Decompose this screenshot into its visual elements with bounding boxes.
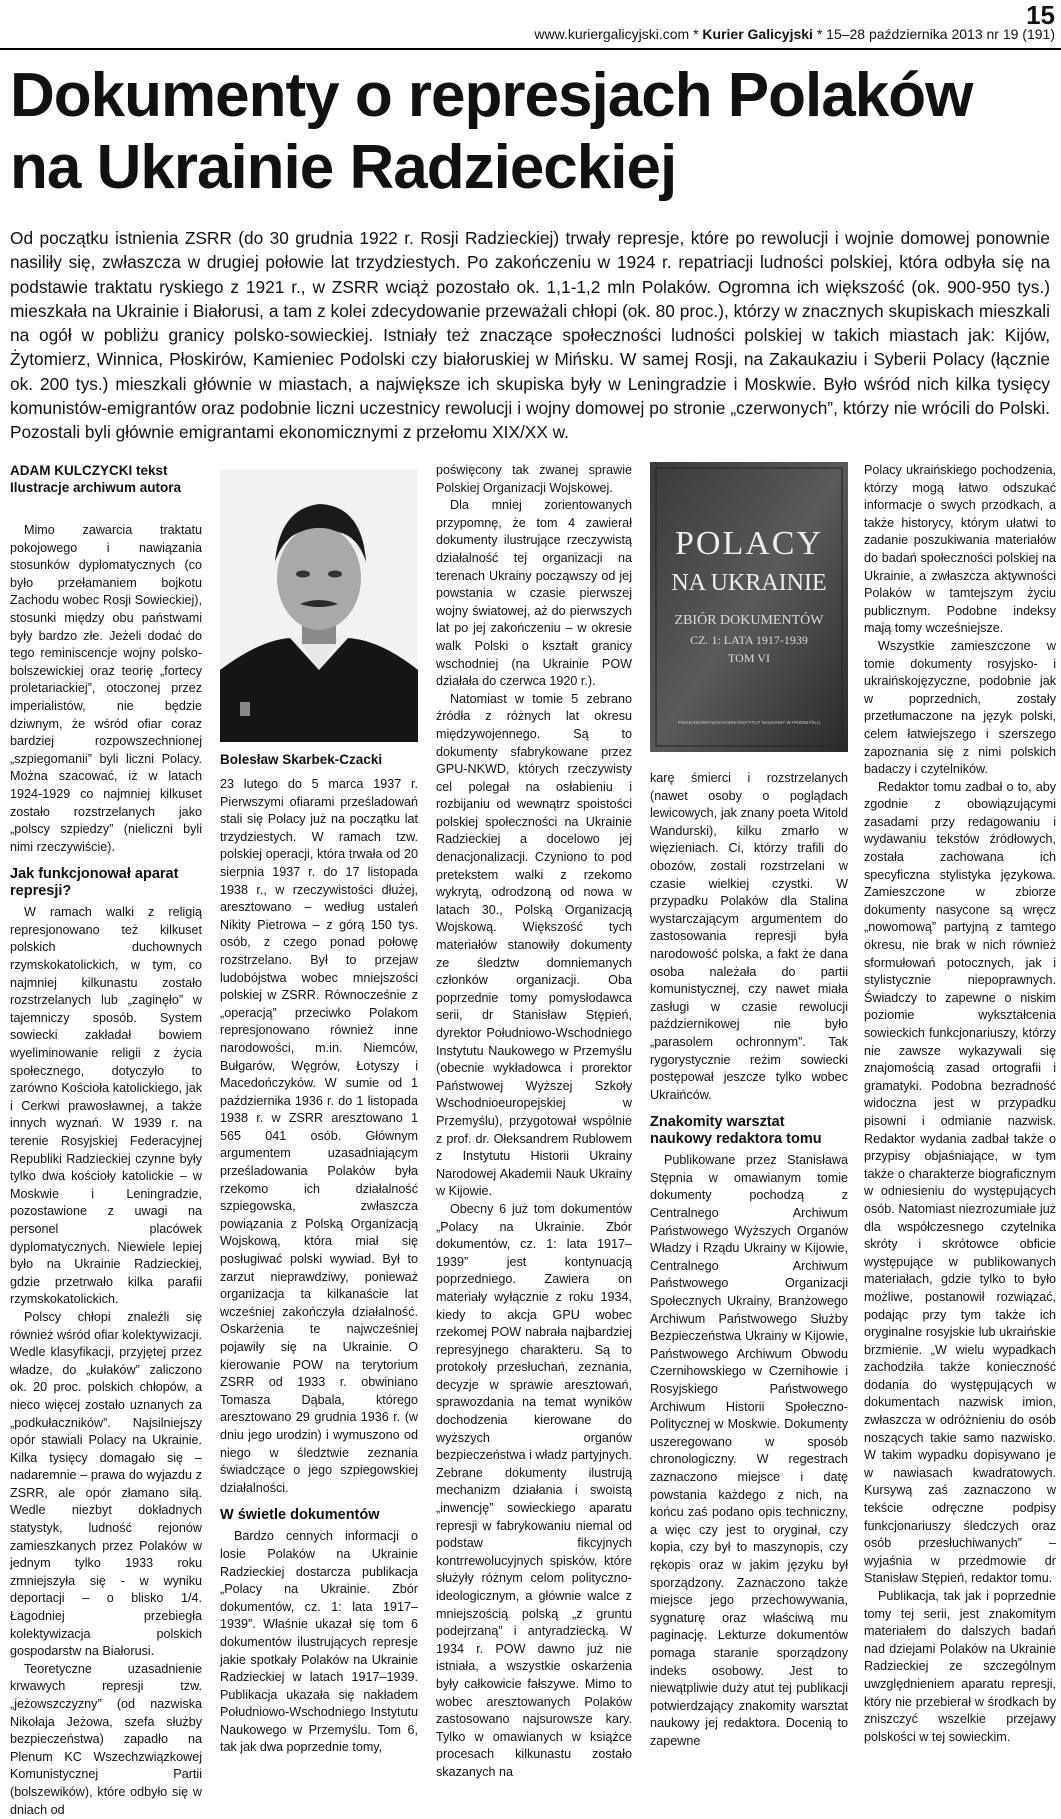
paragraph: Mimo zawarcia traktatu pokojowego i nawiązania stosunków dyplomatycznych (co było przełamaniem bojkotu Zachodu wobec Rosji Sowieckiej), stosunki między obu państwami były bardzo złe. Jeżeli dodać do tego reminiscencje wojny polsko-bolszewickiej oraz teorię „fortecy proletariackiej”, otoczonej przez imperialistów, nie będzie dziwnym, że wśród ofiar coraz bardziej rozpowszechnionej „szpiegomanii” byli liczni Polacy. Można szacować, iż w latach 1924-1929 co najmniej kilkuset zostało rozstrzelanych jako „polscy szpiedzy” (nieliczni byli nimi rzeczywiście). [10,523,202,854]
paragraph: Redaktor tomu zadbał o to, aby zgodnie z obowiązującymi zasadami przy redagowaniu i wydawaniu tekstów źródłowych, została zachowana ich specyficzna stylistyka językowa. Zamieszczone w zbiorze dokumenty nasycone są wręcz „nowomową” partyjną z tamtego okresu, nie brak w nich również sformułowań potocznych, jak i stylistycznie niepoprawnych. Świadczy to zapewne o niskim poziomie wykształcenia sowieckich funkcjonariuszy, którzy nie zawsze wykazywali się znajomością zasad ortografii i gramatyki. Podobna bezradność widoczna jest w przypadku pisowni i odmianie nazwisk. Redaktor wydania zadbał także o przypisy objaśniające, w tym także o charakterze biograficznym w odniesieniu do występujących osób. Natomiast niezrozumiałe już dla współczesnego czytelnika skróty i skrótowce obficie występujące w publikowanych materiałach, gdzie tylko to było możliwe, postanowił rozwiązać, podając przy tym także ich oryginalne rosyjskie lub ukraińskie brzmienie. „W wielu wypadkach zachodziła także konieczność dodania do występujących w dokumentach nazwisk imion, zwłaszcza w odróżnieniu do osób noszących takie samo nazwisko. W takim wypadku dopisywano je w nawiasach kwadratowych. Kursywą zaś zaznaczono w tekście odręczne podpisy funkcjonariuszy śledczych oraz osób przesłuchiwanych” – wyjaśnia w przedmowie dr Stanisław Stępień, redaktor tomu. [864,779,1056,1586]
website-link[interactable]: www.kuriergalicyjski.com [534,26,690,42]
paragraph: Teoretyczne uzasadnienie krwawych represji tzw. „jeżowszczyzny” (od nazwiska Nikołaja Jeżowa, szefa służby bezpieczeństwa) zapadło na Plenum KC Wszechzwiązkowej Komunistycznej Partii (bolszewików), które odbyło się w dniach od [10,1661,202,1817]
article-lede: Od początku istnienia ZSRR (do 30 grudnia 1922 r. Rosji Radzieckiej) trwały represje, które po rewolucji i wojnie domowej ponownie nasiliły się, zwłaszcza w drugiej połowie lat trzydziestych. Po zakończeniu w 1924 r. repatriacji ludności polskiej, która odbyła się na podstawie traktatu ryskiego z 1921 r., w ZSRR wciąż pozostało ok. 1,1-1,2 mln Polaków. Ogromna ich większość (ok. 900-950 tys.) mieszkała na Ukrainie i Białorusi, a tam z kolei zdecydowanie przeważali chłopi (ok. 80 proc.), którzy w znacznych skupiskach mieszkali na ogół w pobliżu granicy polsko-sowieckiej. Istniały też znaczące społeczności ludności polskiej w takich miastach jak: Kijów, Żytomierz, Winnica, Płoskirów, Kamieniec Podolski czy białoruskiej w Mińsku. W samej Rosji, na Zakaukaziu i Syberii Polacy (łącznie ok. 200 tys.) mieszkali głównie w miastach, a największe ich skupiska były w Leningradzie i Moskwie. Było wśród nich kilka tysięcy komunistów-emigrantów oraz podobnie liczni uczestnicy rewolucji i wojny domowej po stronie „czerwonych”, którzy nie wrócili do Polski. Pozostali byli głównie emigrantami ekonomicznymi z przełomu XIX/XX w. [10,228,1050,443]
book-subtitle: ZBIÓR DOKUMENTÓW [674,613,824,628]
column-1 [10,462,202,1817]
column-4 [650,462,848,1748]
paragraph: Publikowane przez Stanisława Stępnia w omawianym tomie dokumenty pochodzą z Centralnego Archiwum Państwowego Wyższych Organów Władzy i Rządu Ukrainy w Kijowie, Centralnego Archiwum Państwowego Organizacji Społecznych Ukrainy, Branżowego Archiwum Państwowego Służby Bezpieczeństwa Ukrainy w Kijowie, Państwowego Archiwum Obwodu Czernihowskiego w Czernihowie i Rosyjskiego Państwowego Archiwum Historii Społeczno-Politycznej w Moskwie. Dokumenty uszeregowano w sposób chronologiczny. W regestrach zaznaczono miejsce i datę powstania każdego z nich, na końcu zaś podano opis techniczny, a więc czy jest to oryginał, czy kopia, czy był to maszynopis, czy rękopis oraz w jakim języku był sporządzony. Zaznaczono także miejsce jego przechowywania, sygnaturę oraz właściwą mu paginację. Lekturze dokumentów pomaga staranie sporządzony indeks osobowy. Jest to niewątpliwie duży atut tej publikacji potwierdzający znakomity warsztat naukowy jej redaktora. Docenią to zapewne [650,1153,848,1748]
paragraph: Polscy chłopi znaleźli się również wśród ofiar kolektywizacji. Wedle klasyfikacji, przyjętej przez władze, do „kułaków” zaliczono ok. 20 proc. polskich chłopów, a nieco więcej zostało uznanych za „podkułaczników”. Najsilniejszy opór stawiali Polacy na Ukrainie. Kilka tysięcy domagało się – nadaremnie – prawa do wyjazdu z ZSRR, ale opór złamano siłą. Wedle niezbyt dokładnych statystyk, ludność rejonów zamieszkanych przez Polaków w jednym tylko 1933 roku zmniejszyła się - w wyniku deportacji – o blisko 1/4. Łagodniej przebiegła kolektywizacja polskich gospodarstw na Białorusi. [10,1309,202,1659]
photo-caption: Bolesław Skarbek-Czacki [220,752,383,767]
paragraph: Publikacja, tak jak i poprzednie tomy tej serii, jest znakomitym materiałem do dalszych badań nad dziejami Polaków na Ukrainie Radzieckiej ze szczególnym uwzględnieniem aparatu represji, który nie przebierał w środkach by zniszczyć wszelkie przejawy polskości w tej sowieckim. [864,1589,1056,1744]
book-title-2: NA UKRAINIE [671,570,827,596]
column-5 [864,462,1056,1744]
paragraph: Dla mniej zorientowanych przypomnę, że tom 4 zawierał dokumenty ilustrujące rzeczywistą działalność tej organizacji na terenach Ukrainy począwszy od jej powstania w czasie pierwszej wojny światowej, aż do pierwszych lat po jej zakończeniu – w okresie walk Polski o kształt granicy wschodniej (na Ukrainie POW działała do czerwca 1920 r.). [436,498,632,689]
masthead-separator: * [689,26,703,42]
book-cover-image [650,462,848,752]
paragraph: Wszystkie zamieszczone w tomie dokumenty rosyjsko- i ukraińskojęzyczne, podobnie jak w poprzednich, zostały przetłumaczone na język polski, celem łatwiejszego i szerszego zapoznania się z nimi polskich badaczy i czytelników. [864,638,1056,777]
subheading: W świetle dokumentów [220,1507,380,1524]
subheading: Jak funkcjonował aparat represji? [10,866,179,900]
book-title-1: POLACY [674,525,824,562]
issue-date: * 15–28 października 2013 nr 19 (191) [812,26,1055,42]
paper-name: Kurier Galicyjski [702,26,813,42]
paragraph: Polacy ukraińskiego pochodzenia, którzy mogą łatwo odszukać informacje o swych przodkach, a także historycy, którym ułatwi to zadanie poszukiwania materiałów do badań społeczności polskiej na Ukrainie, a zwłaszcza aktywności Polaków w tamtejszym życiu publicznym. Podobne indeksy mają tomy wcześniejsze. [864,463,1056,636]
portrait-photo [220,470,418,742]
book-publisher: POŁUDNIOWO-WSCHODNI INSTYTUT NAUKOWY W PRZEMYŚLU [677,720,821,725]
paragraph: karę śmierci i rozstrzelanych (nawet osoby o poglądach lewicowych, jak znany poeta Witold Wandurski), kilku zmarło w więzieniach. Ci, którzy trafili do obozów, zostali rozstrzelani w czasie wielkiej czystki. W przypadku Polaków dla Stalina wystarczającym argumentem do zastosowania represji była narodowość polska, a fakt że dana osoba należała do partii komunistycznej, czy nawet miała zasługi w czasie rewolucji październikowej nie było „parasolem ochronnym”. Tak rygorystycznie reżim sowiecki postępował jeszcze tylko wobec Ukraińców. [650,771,848,1102]
book-volume: TOM VI [728,651,770,665]
column-3 [436,462,632,1779]
paragraph: Obecny 6 już tom dokumentów „Polacy na Ukrainie. Zbór dokumentów, cz. 1: lata 1917–1939” jest kontynuacją poprzedniego. Zawiera on materiały wyłącznie z roku 1934, kiedy to akcja GPU wobec rzekomej POW nabrała najbardziej represyjnego charakteru. Są to protokoły przesłuchań, zeznania, decyzje w sprawie aresztowań, sprawozdania na temat wyników dochodzenia kierowane do wyższych organów bezpieczeństwa i władz partyjnych. Zebrane dokumenty ilustrują mechanizm działania i swoistą „inwencję” sowieckiego aparatu represji w fabrykowaniu niemal od podstaw fikcyjnych kontrrewolucyjnych spisków, które służyły różnym celom polityczno-ideologicznym, a głównie walce z mniejszością polską „z gruntu podejrzaną” i antyradziecką. W 1934 r. POW dawno już nie istniała, a wszystkie oskarżenia były całkowicie fałszywe. Mimo to wobec aresztowanych Polaków zastosowano najsurowsze kary. Tylko w omawianych w książce procesach kilkunastu zostało skazanych na [436,1201,632,1779]
subheading: Znakomity warsztat naukowy redaktora tomu [650,1114,822,1148]
portrait-image [220,470,418,742]
page-number: 15 [1026,0,1055,30]
paragraph: poświęcony tak zwanej sprawie Polskiej Organizacji Wojskowej. [436,463,632,495]
paragraph: 23 lutego do 5 marca 1937 r. Pierwszymi ofiarami prześladowań stali się Polacy już na początku lat trzydziestych. W ramach tzw. polskiej operacji, która trwała od 20 sierpnia 1937 r. do 17 listopada 1938 r., w rzeczywistości dłużej, aresztowano – według ustaleń Nikity Pietrowa – z górą 150 tys. osób, z czego ponad połowę rozstrzelano. Był to przejaw ludobójstwa wobec mniejszości polskiej w ZSRR. Równocześnie z „operacją” przeciwko Polakom represjonowano również inne narodowości, m.in. Niemców, Bułgarów, Węgrów, Łotyszy i Macedończyków. W sumie od 1 października 1936 r. do 1 listopada 1938 r. w ZSRR aresztowano 1 565 041 osób. Głównym argumentem uzasadniającym prześladowania Polaków była rzekomo ich działalność szpiegowska, zwłaszcza powiązania z Polską Organizacją Wojskową, która miał się posługiwać polski wywiad. Był to zarzut nieprawdziwy, ponieważ organizacja ta kilkanaście lat wcześniej zakończyła działalność. Oskarżenia te najwcześniej pojawiły się na Ukrainie. O kierowanie POW na terytorium ZSRR od 1933 r. obwiniano Tomasza Dąbala, którego aresztowano 29 grudnia 1936 r. (w dniu jego urodzin) i wymuszono od niego w śledztwie zeznania świadczące o jego szpiegowskiej działalności. [220,777,418,1495]
paragraph: Bardzo cennych informacji o losie Polaków na Ukrainie Radzieckiej dostarcza publikacja „Polacy na Ukrainie. Zbór dokumentów, cz. 1: lata 1917–1939”. Właśnie ukazał się tom 6 dokumentów ilustrujących represje jakie spotkały Polaków na Ukrainie Radzieckiej w latach 1917–1939. Publikacja ukazała się nakładem Południowo-Wschodniego Instytutu Naukowego w Przemyślu. Tom 6, tak jak dwa poprzednie tomy, [220,1529,418,1755]
paragraph: Natomiast w tomie 5 zebrano źródła z różnych lat okresu międzywojennego. Są to dokumenty sfabrykowane przez GPU-NKWD, których rzeczywisty cel polegał na osłabieniu i rozbijaniu od wewnątrz spoistości polskiej społeczności na Ukrainie Radzieckiej a docelowo jej denacjonalizacji. Czyniono to pod pretekstem walki z rzekomo wykrytą, odrodzoną od nowa w latach 30., Polską Organizacją Wojskową. Większość tych materiałów stanowiły dokumenty ze śledztw domniemanych członków organizacji. Oba poprzednie tomy pomysłodawca serii, dr Stanisław Stępień, dyrektor Południowo-Wschodniego Instytutu Naukowego w Przemyślu (obecnie wykładowca i prorektor Państwowej Wyższej Szkoły Wschodnioeuropejskiej w Przemyślu), przygotował wspólnie z prof. dr. Ołeksandrem Rublowem z Instytutu Historii Ukrainy Narodowej Akademii Nauk Ukrainy w Kijowie. [436,691,632,1199]
page-header [0,0,1061,50]
author-byline: ADAM KULCZYCKI tekst Ilustracje archiwum autora [10,463,182,495]
masthead-line [534,26,1055,42]
book-part: CZ. 1: LATA 1917-1939 [690,633,808,647]
header-rule [0,48,1061,50]
column-2 [220,470,418,1755]
book-cover [650,462,848,752]
article-headline: Dokumenty o represjach Polaków na Ukrainie Radzieckiej [10,61,973,202]
paragraph: W ramach walki z religią represjonowano też kilkuset polskich duchownych rzymskokatolickich, w tym, co najmniej kilkunastu zostało rozstrzelanych lub „zaginęło” w tajemniczy sposób. System sowiecki zakładał bowiem wyeliminowanie religii z życia społecznego, dotyczyło to zarówno Kościoła katolickiego, jak i Cerkwi prawosławnej, a także innych wyznań. W 1939 r. na terenie Rosyjskiej Federacyjnej Republiki Radzieckiej czynne były tylko dwa kościoły katolickie – w Moskwie i Leningradzie, pozostawione z uwagi na personel placówek dyplomatycznych. Niewiele lepiej było na Ukrainie Radzieckiej, gdzie przetrwało kilka parafii rzymskokatolickich. [10,905,202,1307]
